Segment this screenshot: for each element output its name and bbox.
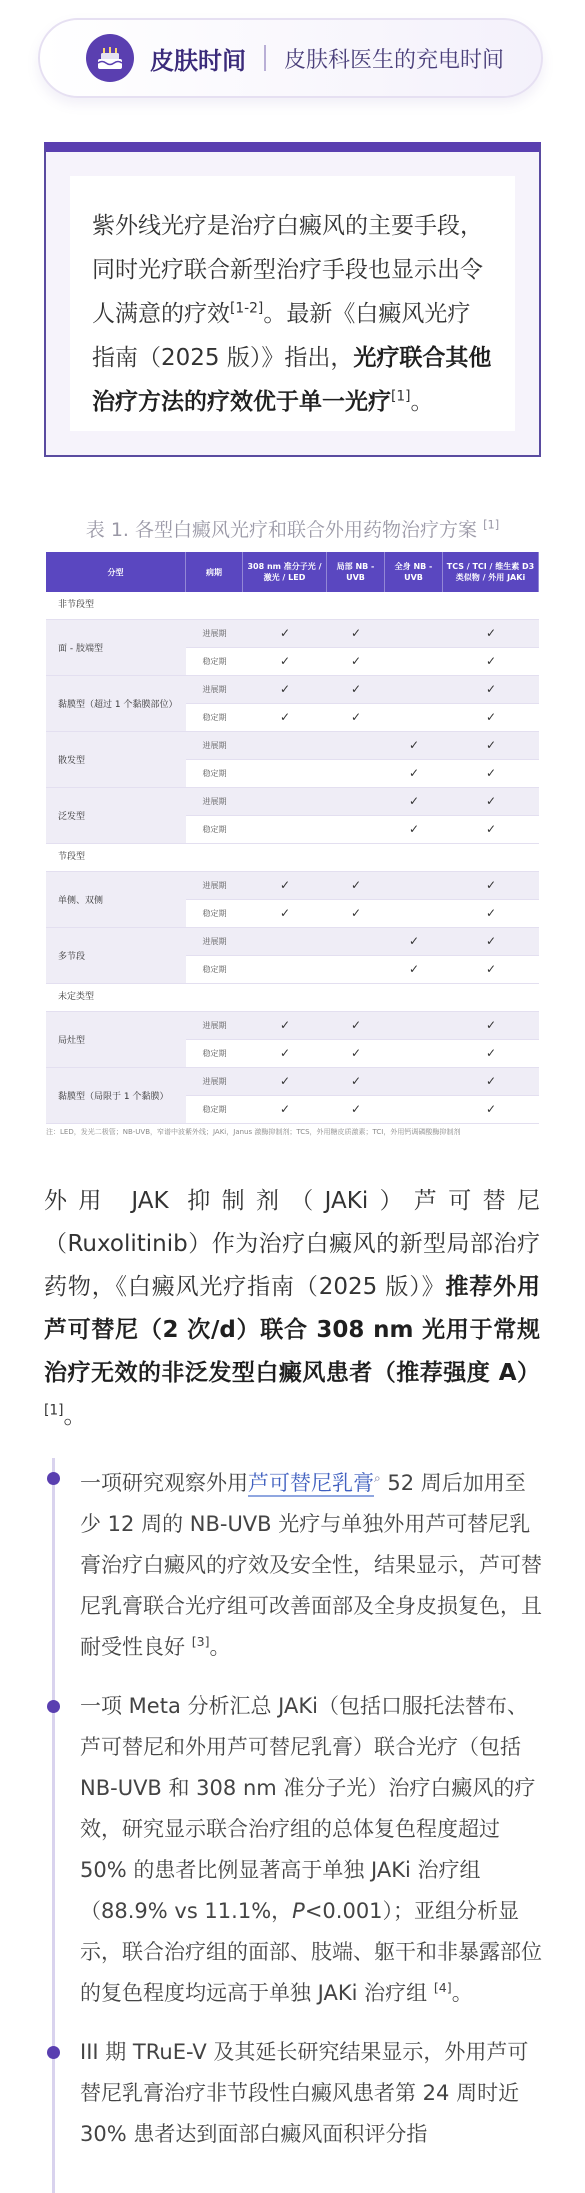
table-row (186, 620, 539, 648)
table-header-cell: 局部 NB - UVB (327, 552, 385, 592)
highlight-text-end: 。 (410, 389, 434, 415)
table-row (186, 928, 539, 956)
paragraph-end: 。 (63, 1403, 87, 1429)
section-label: 未定类型 (58, 992, 95, 1002)
check-icon: ✓ (485, 738, 497, 752)
stage-cell: 进展期 (202, 1021, 227, 1030)
list-item-text: 52 周后加用至少 12 周的 NB-UVB 光疗与单独外用芦可替尼乳膏治疗白癜风的疗效及安全性，结果显示，芦可替尼乳膏联合光疗组可改善面部及全身皮损复色，且耐受性良好 (80, 1471, 542, 1659)
stage-cell: 进展期 (202, 629, 227, 638)
check-icon: ✓ (408, 794, 420, 808)
subtype-label: 面 - 肢端型 (46, 620, 186, 676)
check-icon: ✓ (350, 1102, 362, 1116)
treatment-table (46, 552, 539, 1124)
table-header-cell: TCS / TCI / 维生素 D3 类似物 / 外用 JAKi (443, 552, 539, 592)
bullet-dot (47, 1700, 60, 1713)
table-section-row (46, 844, 539, 872)
section-label: 非节段型 (58, 600, 95, 610)
table-group (46, 1012, 539, 1068)
reference-mark: [1-2] (230, 300, 264, 317)
header-divider (264, 45, 266, 71)
check-icon: ✓ (485, 962, 497, 976)
study-list (50, 1458, 542, 2155)
highlight-box (44, 142, 541, 457)
check-icon: ✓ (279, 878, 291, 892)
list-item-text: III 期 TRuE-V 及其延长研究结果显示，外用芦可替尼乳膏治疗非节段性白癜风患者第 24 周时近 30% 患者达到面部白癜风面积评分指 (80, 2040, 529, 2146)
check-icon: ✓ (350, 1074, 362, 1088)
paragraph-bold: 推荐外用芦可替尼（2 次/d）联合 308 nm 光用于常规治疗无效的非泛发型白癜风患者（推荐强度 A） (44, 1274, 540, 1386)
check-icon: ✓ (408, 962, 420, 976)
empty-cell (243, 732, 327, 759)
subtype-label: 泛发型 (46, 788, 186, 844)
table-section-row (46, 984, 539, 1012)
section-label: 节段型 (58, 852, 86, 862)
search-icon[interactable]: ⌕ (374, 1471, 381, 1485)
table-row (186, 676, 539, 704)
empty-cell (327, 928, 385, 955)
list-item (50, 1686, 542, 2014)
list-item-end: 。 (209, 1635, 231, 1659)
check-icon: ✓ (485, 822, 497, 836)
stage-cell: 进展期 (202, 685, 227, 694)
check-icon: ✓ (279, 906, 291, 920)
table-header-cell: 病期 (186, 552, 243, 592)
check-icon: ✓ (350, 682, 362, 696)
account-name: 皮肤时间 (150, 46, 246, 75)
table-header-cell: 分型 (46, 552, 186, 592)
subtype-label: 散发型 (46, 732, 186, 788)
stage-cell: 进展期 (202, 881, 227, 890)
table-group (46, 1068, 539, 1124)
empty-cell (385, 1040, 443, 1067)
check-icon: ✓ (485, 766, 497, 780)
table-group (46, 732, 539, 788)
check-icon: ✓ (350, 710, 362, 724)
check-icon: ✓ (279, 682, 291, 696)
empty-cell (385, 704, 443, 731)
check-icon: ✓ (279, 710, 291, 724)
bullet-dot (47, 1472, 60, 1485)
highlight-text-1: 紫外线光疗是治疗白癜风的主要手段，同时光疗联合新型治疗手段也显示出令人满意的疗效 (92, 213, 483, 327)
paragraph-text: 外用 JAK 抑制剂（JAKi）芦可替尼（Ruxolitinib）作为治疗白癜风的新型局部治疗药物，《白癜风光疗指南（2025 版）》 (44, 1188, 540, 1300)
empty-cell (385, 1096, 443, 1123)
check-icon: ✓ (279, 1074, 291, 1088)
empty-cell (327, 732, 385, 759)
check-icon: ✓ (485, 654, 497, 668)
reference-mark: [4] (433, 1980, 452, 1995)
table-caption (0, 515, 585, 542)
stage-cell: 稳定期 (202, 825, 227, 834)
table-body (46, 592, 539, 1124)
check-icon: ✓ (279, 1102, 291, 1116)
empty-cell (385, 648, 443, 675)
list-item-text: 一项 Meta 分析汇总 JAKi（包括口服托法替布、芦可替尼和外用芦可替尼乳膏）联合光疗（包括 NB-UVB 和 308 nm 准分子光）治疗白癜风的疗效，研究显示联合治疗组的总体复色程度超过 50% 的患者比例显著高于单独 JAKi 治疗组（88.9% vs 11.1%， (80, 1694, 536, 1923)
table-group (46, 928, 539, 984)
table-row (186, 788, 539, 816)
empty-cell (385, 1012, 443, 1039)
table-row (186, 704, 539, 732)
table-group (46, 788, 539, 844)
table-footnote: 注：LED，发光二极管；NB-UVB，窄谱中波紫外线；JAKi，Janus 激酶抑制剂；TCS，外用糖皮质激素；TCI，外用钙调磷酸酶抑制剂 (46, 1128, 461, 1136)
table-section-row (46, 592, 539, 620)
p-value-symbol: P (292, 1899, 305, 1923)
stage-cell: 进展期 (202, 1077, 227, 1086)
stage-cell: 稳定期 (202, 1105, 227, 1114)
empty-cell (243, 760, 327, 787)
check-icon: ✓ (485, 710, 497, 724)
list-item-end: 。 (451, 1981, 473, 2005)
check-icon: ✓ (408, 766, 420, 780)
check-icon: ✓ (408, 934, 420, 948)
table-row (186, 1040, 539, 1068)
list-item-text: 一项研究观察外用 (80, 1471, 248, 1495)
check-icon: ✓ (279, 1046, 291, 1060)
table-row (186, 900, 539, 928)
check-icon: ✓ (485, 1102, 497, 1116)
empty-cell (385, 620, 443, 647)
reference-mark: [1] (391, 388, 411, 405)
table-group (46, 872, 539, 928)
check-icon: ✓ (485, 682, 497, 696)
empty-cell (327, 788, 385, 815)
list-item-text: <0.001）；亚组分析显示，联合治疗组的面部、肢端、躯干和非暴露部位的复色程度均远高于单独 JAKi 治疗组 (80, 1899, 542, 2005)
empty-cell (243, 928, 327, 955)
table-row (186, 1012, 539, 1040)
table-row (186, 732, 539, 760)
subtype-label: 单侧、双侧 (46, 872, 186, 928)
check-icon: ✓ (350, 1018, 362, 1032)
subtype-label: 黏膜型（超过 1 个黏膜部位） (46, 676, 186, 732)
check-icon: ✓ (408, 822, 420, 836)
empty-cell (385, 900, 443, 927)
empty-cell (243, 788, 327, 815)
empty-cell (327, 760, 385, 787)
stage-cell: 进展期 (202, 797, 227, 806)
stage-cell: 稳定期 (202, 657, 227, 666)
check-icon: ✓ (485, 794, 497, 808)
highlight-bold: 光疗联合其他治疗方法的疗效优于单一光疗 (92, 345, 492, 415)
table-header-cell: 308 nm 准分子光 / 激光 / LED (243, 552, 327, 592)
stage-cell: 稳定期 (202, 965, 227, 974)
highlight-text (70, 176, 515, 431)
check-icon: ✓ (279, 626, 291, 640)
empty-cell (243, 956, 327, 983)
cake-icon (86, 34, 134, 82)
table-row (186, 648, 539, 676)
empty-cell (385, 872, 443, 899)
check-icon: ✓ (485, 1074, 497, 1088)
check-icon: ✓ (350, 654, 362, 668)
stage-cell: 稳定期 (202, 769, 227, 778)
check-icon: ✓ (350, 906, 362, 920)
empty-cell (385, 1068, 443, 1095)
table-caption-text: 表 1. 各型白癜风光疗和联合外用药物治疗方案 (85, 519, 478, 541)
bullet-dot (47, 2046, 60, 2059)
empty-cell (243, 816, 327, 843)
check-icon: ✓ (350, 1046, 362, 1060)
subtype-label: 局灶型 (46, 1012, 186, 1068)
check-icon: ✓ (485, 626, 497, 640)
check-icon: ✓ (279, 1018, 291, 1032)
stage-cell: 稳定期 (202, 713, 227, 722)
stage-cell: 进展期 (202, 937, 227, 946)
empty-cell (385, 676, 443, 703)
check-icon: ✓ (408, 738, 420, 752)
stage-cell: 稳定期 (202, 909, 227, 918)
empty-cell (327, 956, 385, 983)
header-bar (38, 18, 543, 98)
table-row (186, 1068, 539, 1096)
check-icon: ✓ (485, 934, 497, 948)
table-group (46, 676, 539, 732)
table-row (186, 956, 539, 984)
check-icon: ✓ (350, 878, 362, 892)
check-icon: ✓ (350, 626, 362, 640)
table-row (186, 872, 539, 900)
highlight-text-2: 。最新《白癜风光疗指南（2025 版）》指出， (92, 301, 471, 371)
check-icon: ✓ (485, 1046, 497, 1060)
table-header-cell: 全身 NB - UVB (385, 552, 443, 592)
stage-cell: 稳定期 (202, 1049, 227, 1058)
list-item (50, 2032, 542, 2155)
reference-mark: [1] (44, 1402, 64, 1419)
table-group (46, 620, 539, 676)
reference-mark: [1] (483, 517, 500, 532)
list-item (50, 1458, 542, 1668)
subtype-label: 多节段 (46, 928, 186, 984)
body-paragraph (44, 1180, 540, 1438)
empty-cell (327, 816, 385, 843)
stage-cell: 进展期 (202, 741, 227, 750)
reference-mark: [3] (191, 1634, 210, 1649)
check-icon: ✓ (279, 654, 291, 668)
subtype-label: 黏膜型（局限于 1 个黏膜） (46, 1068, 186, 1124)
table-row (186, 760, 539, 788)
check-icon: ✓ (485, 1018, 497, 1032)
check-icon: ✓ (485, 906, 497, 920)
table-row (186, 816, 539, 844)
drug-search-link[interactable]: 芦可替尼乳膏 (248, 1471, 374, 1495)
account-tagline: 皮肤科医生的充电时间 (284, 47, 505, 73)
check-icon: ✓ (485, 878, 497, 892)
table-row (186, 1096, 539, 1124)
table-header-row (46, 552, 539, 592)
